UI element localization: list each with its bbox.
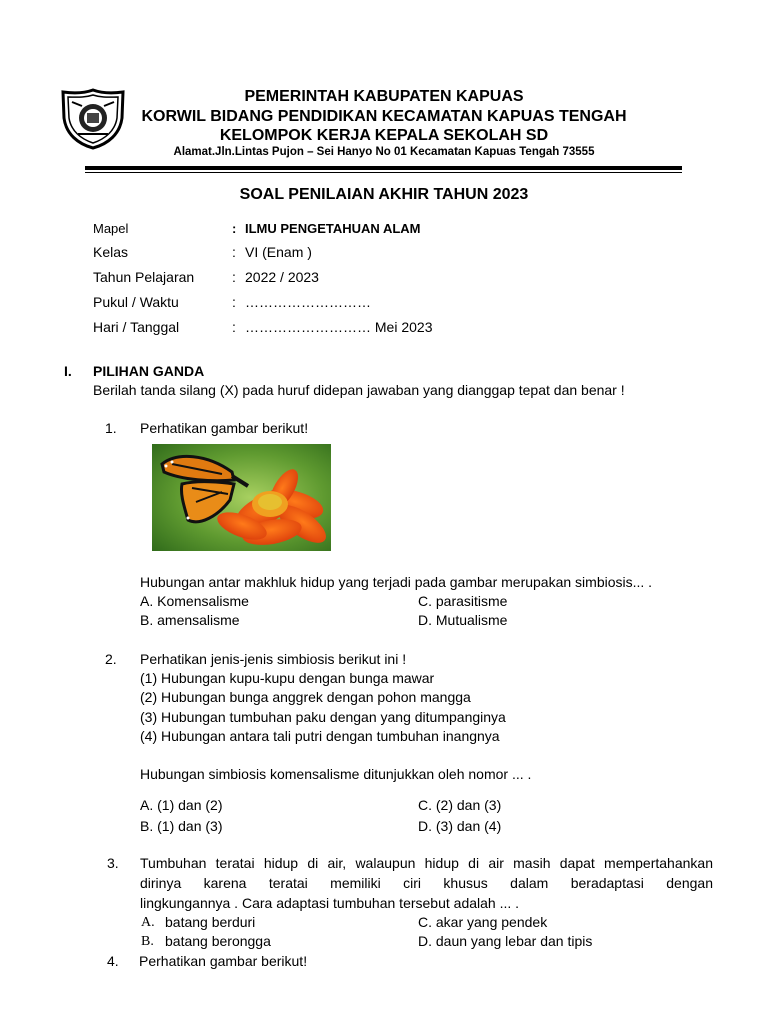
section-instruction: Berilah tanda silang (X) pada huruf didepan jawaban yang dianggap tepat dan benar ! [93,382,625,398]
question-1-option-b: B. amensalisme [140,612,240,628]
exam-title: SOAL PENILAIAN AKHIR TAHUN 2023 [239,186,529,203]
question-4-prompt: Perhatikan gambar berikut! [139,953,308,969]
question-2-option-d: D. (3) dan (4) [418,818,502,834]
info-label-waktu: Pukul / Waktu [93,294,179,310]
question-1-prompt: Perhatikan gambar berikut! [140,420,309,436]
question-2-prompt: Perhatikan jenis-jenis simbiosis berikut ini ! [140,651,407,667]
question-3-stem-line-2: dirinya karena teratai memiliki ciri khusus dalam beradaptasi dengan [140,875,713,891]
info-sep-waktu: : [232,294,236,310]
header-address: Alamat.Jln.Lintas Pujon – Sei Hanyo No 01 Kecamatan Kapuas Tengah 73555 [173,146,595,158]
question-3-number: 3. [107,855,119,871]
question-3-option-a-letter: A. [141,915,155,930]
question-2-option-a: A. (1) dan (2) [140,797,223,813]
info-value-waktu: ……………………… [245,294,371,310]
info-label-tahun: Tahun Pelajaran [93,269,195,285]
question-2-item-1: (1) Hubungan kupu-kupu dengan bunga mawar [140,670,435,686]
question-3-stem [140,853,713,913]
question-2-number: 2. [105,651,117,667]
info-sep-mapel: : [232,221,237,236]
question-3-stem-line-3: lingkungannya . Cara adaptasi tumbuhan tersebut adalah ... . [140,895,520,911]
section-title: PILIHAN GANDA [93,363,205,379]
info-value-tahun: 2022 / 2023 [245,269,319,285]
question-3-option-b-letter: B. [141,934,154,949]
question-1-number: 1. [105,420,117,436]
question-1-option-a: A. Komensalisme [140,593,249,609]
info-label-mapel: Mapel [93,221,129,236]
info-sep-tahun: : [232,269,236,285]
question-2-option-c: C. (2) dan (3) [418,797,502,813]
question-2-option-b: B. (1) dan (3) [140,818,223,834]
question-2-stem: Hubungan simbiosis komensalisme ditunjukkan oleh nomor ... . [140,766,532,782]
info-value-tanggal: ……………………… Mei 2023 [245,319,433,335]
question-2-item-2: (2) Hubungan bunga anggrek dengan pohon mangga [140,689,471,705]
question-3-option-b: batang berongga [165,933,271,949]
info-label-kelas: Kelas [93,244,129,260]
info-sep-kelas: : [232,244,236,260]
question-2-item-3: (3) Hubungan tumbuhan paku dengan yang ditumpanginya [140,709,506,725]
question-1-option-c: C. parasitisme [418,593,508,609]
question-2-item-4: (4) Hubungan antara tali putri dengan tumbuhan inangnya [140,728,500,744]
header-korwil-line: KORWIL BIDANG PENDIDIKAN KECAMATAN KAPUAS TENGAH [141,108,627,125]
question-3-stem-line-1: Tumbuhan teratai hidup di air, walaupun hidup di air masih dapat mempertahankan [140,855,713,871]
header-divider-thin [85,172,682,173]
header-kkks-line: KELOMPOK KERJA KEPALA SEKOLAH SD [219,127,549,144]
header-divider-thick [85,166,682,170]
question-1-stem: Hubungan antar makhluk hidup yang terjadi pada gambar merupakan simbiosis... . [140,574,653,590]
question-4-number: 4. [107,953,119,969]
question-3-option-c: C. akar yang pendek [418,914,548,930]
info-value-mapel: ILMU PENGETAHUAN ALAM [245,221,421,236]
butterfly-flower-image [152,444,331,551]
question-3-option-a: batang berduri [165,914,256,930]
info-label-tanggal: Hari / Tanggal [93,319,180,335]
header-government-line: PEMERINTAH KABUPATEN KAPUAS [244,88,524,105]
question-3-option-d: D. daun yang lebar dan tipis [418,933,593,949]
section-number: I. [64,363,72,379]
question-1-option-d: D. Mutualisme [418,612,508,628]
info-value-kelas: VI (Enam ) [245,244,312,260]
info-sep-tanggal: : [232,319,236,335]
